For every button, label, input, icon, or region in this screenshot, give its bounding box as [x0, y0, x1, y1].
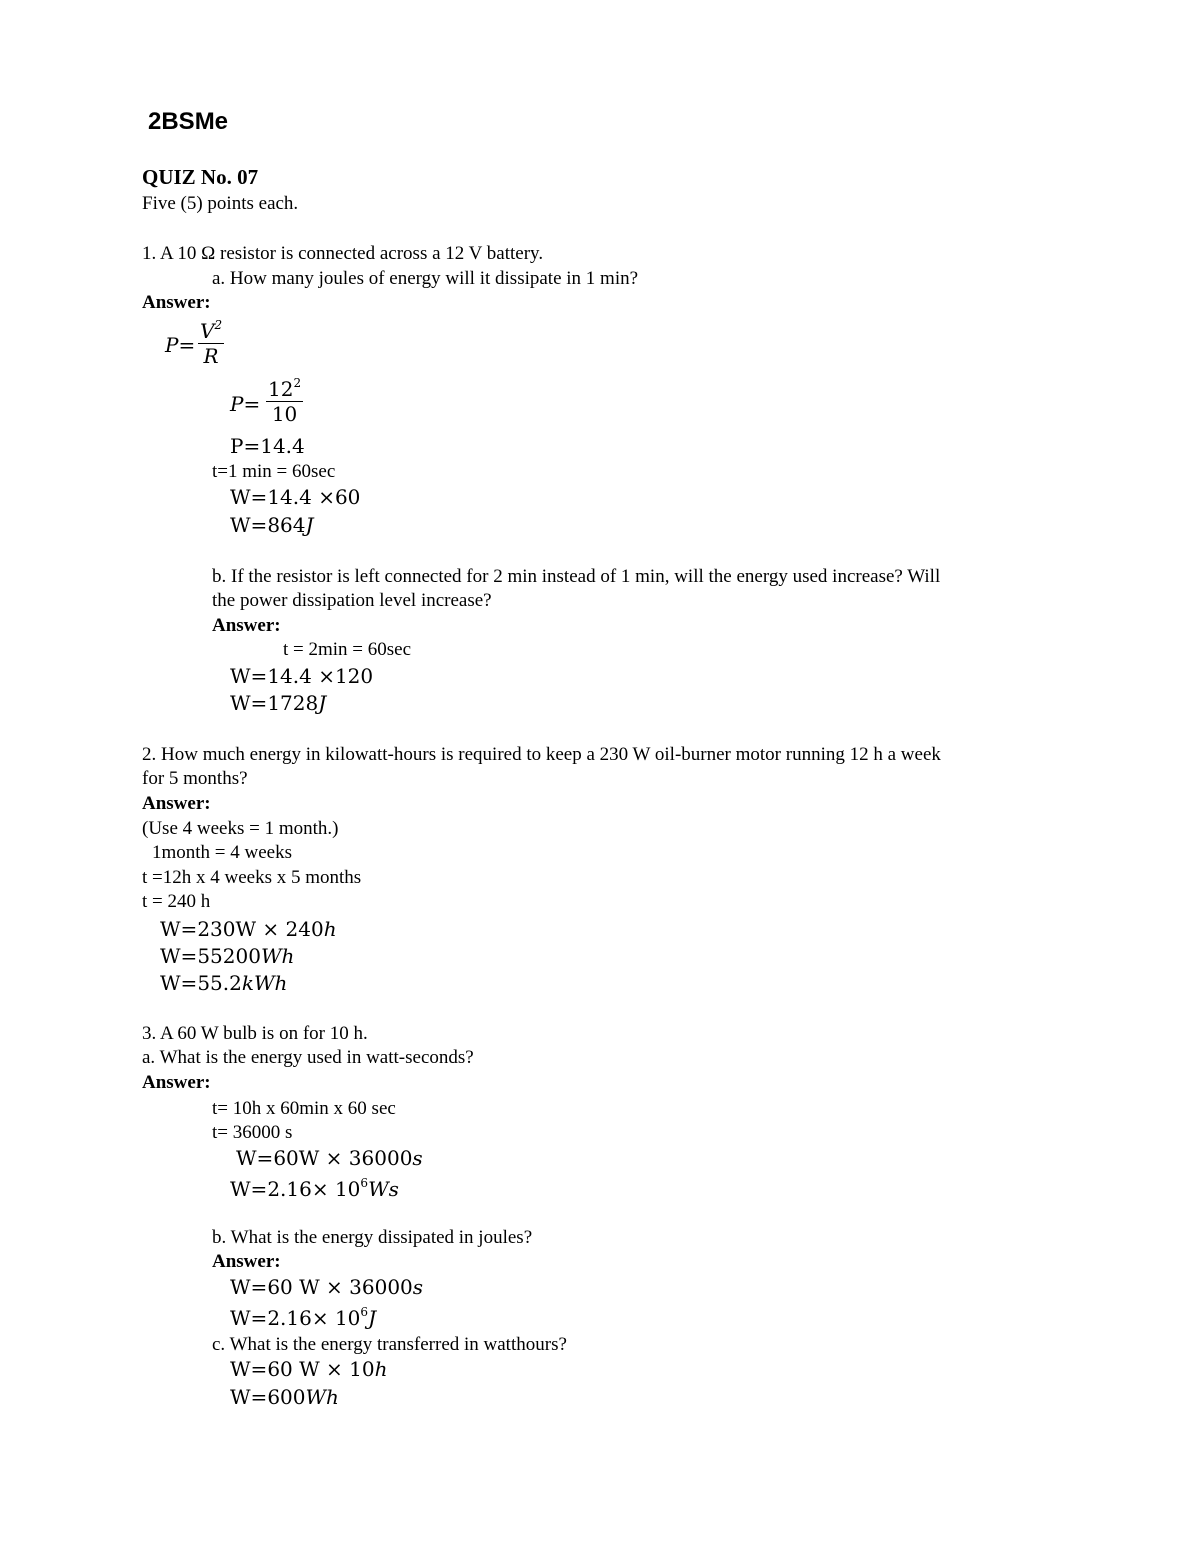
quiz-instructions: Five (5) points each.	[142, 193, 299, 214]
q1b-t-line: t = 2min = 60sec	[283, 639, 412, 660]
q3-question: 3. A 60 W bulb is on for 10 h.	[142, 1023, 368, 1044]
q1-sub-den: 10	[271, 402, 298, 426]
q2-t-line: t =12h x 4 weeks x 5 months	[142, 867, 362, 888]
q2-w-calc-unit: h	[323, 917, 337, 941]
q3c-w-result-unit: Wh	[305, 1385, 339, 1409]
q1b-w-result-value: W=1728	[230, 691, 319, 715]
q1-formula-fraction	[198, 320, 224, 367]
q3b-w-result-exp: 6	[360, 1305, 369, 1319]
q3b-answer-label: Answer:	[212, 1251, 281, 1272]
q1-sub-lhs: P=	[230, 392, 261, 416]
q3a-w-result-unit: Ws	[368, 1177, 399, 1201]
q1a-answer-label: Answer:	[142, 292, 211, 313]
q2-question-line1: 2. How much energy in kilowatt-hours is required to keep a 230 W oil-burner motor running 12 h a week	[142, 744, 941, 765]
q2-w-calc	[160, 917, 337, 941]
q1-w-calc: W=14.4 ×60	[230, 485, 361, 509]
q3a-w-calc-value: W=60W × 36000	[236, 1146, 413, 1170]
q2-answer-label: Answer:	[142, 793, 211, 814]
q3b-w-result-unit: J	[368, 1306, 377, 1330]
q2-t-result: t = 240 h	[142, 891, 211, 912]
q1b-question-line2: the power dissipation level increase?	[212, 590, 492, 611]
q3c-question: c. What is the energy transferred in watthours?	[212, 1334, 567, 1355]
q3a-w-result-exp: 6	[360, 1176, 369, 1190]
q1-formula-lhs: P=	[165, 333, 196, 357]
q1-formula-num: V	[200, 319, 215, 343]
q3-t-line2: t= 36000 s	[212, 1122, 293, 1143]
q3-t-line1: t= 10h x 60min x 60 sec	[212, 1098, 396, 1119]
q1b-question-line1: b. If the resistor is left connected for 2 min instead of 1 min, will the energy used increase? Will	[212, 566, 941, 587]
q3c-w-calc	[230, 1357, 388, 1381]
q1b-w-result	[230, 691, 326, 715]
q3c-w-result	[230, 1385, 339, 1409]
course-code: 2BSMe	[148, 108, 229, 135]
q1-p-result: P=14.4	[230, 434, 305, 458]
q3b-w-calc	[230, 1275, 423, 1299]
q3c-w-calc-unit: h	[374, 1357, 388, 1381]
q2-w-mid	[160, 944, 294, 968]
q3a-w-result	[230, 1177, 399, 1201]
q2-note: (Use 4 weeks = 1 month.)	[142, 818, 339, 839]
q2-question-line2: for 5 months?	[142, 768, 248, 789]
q3b-w-calc-value: W=60 W × 36000	[230, 1275, 413, 1299]
q3a-question: a. What is the energy used in watt-seconds?	[142, 1047, 474, 1068]
q1-formula-exp: 2	[214, 318, 223, 332]
q1b-w-calc: W=14.4 ×120	[230, 664, 374, 688]
q1a-question: a. How many joules of energy will it dissipate in 1 min?	[212, 268, 639, 289]
q2-w-calc-value: W=230W × 240	[160, 917, 324, 941]
q3c-w-result-value: W=600	[230, 1385, 306, 1409]
q3a-w-calc-unit: s	[412, 1146, 423, 1170]
q2-w-result	[160, 971, 287, 995]
q1-w-result-value: W=864	[230, 513, 306, 537]
q1-question: 1. A 10 Ω resistor is connected across a 12 V battery.	[142, 243, 544, 264]
q3a-w-calc	[236, 1146, 423, 1170]
q3a-answer-label: Answer:	[142, 1072, 211, 1093]
q2-w-mid-value: W=55200	[160, 944, 261, 968]
q3b-w-result	[230, 1306, 376, 1330]
q1b-answer-label: Answer:	[212, 615, 281, 636]
q2-w-result-value: W=55.2	[160, 971, 242, 995]
q1-w-result-unit: J	[305, 513, 314, 537]
q1-t-line: t=1 min = 60sec	[212, 461, 336, 482]
q3b-w-calc-unit: s	[412, 1275, 424, 1299]
q3b-w-result-value: W=2.16× 10	[230, 1306, 361, 1330]
q2-w-mid-unit: Wh	[260, 944, 295, 968]
q1b-w-result-unit: J	[318, 691, 327, 715]
q3c-w-calc-value: W=60 W × 10	[230, 1357, 375, 1381]
q1-sub-num: 12	[268, 377, 294, 401]
q1-w-result	[230, 513, 314, 537]
q1-formula-den: R	[203, 344, 219, 368]
q3a-w-result-value: W=2.16× 10	[230, 1177, 361, 1201]
q2-w-result-unit: kWh	[241, 971, 288, 995]
q2-month-line: 1month = 4 weeks	[152, 842, 293, 863]
quiz-title: QUIZ No. 07	[142, 165, 259, 189]
q1-sub-exp: 2	[293, 376, 302, 390]
q3b-question: b. What is the energy dissipated in joules?	[212, 1227, 533, 1248]
q1-sub-fraction	[266, 378, 303, 425]
